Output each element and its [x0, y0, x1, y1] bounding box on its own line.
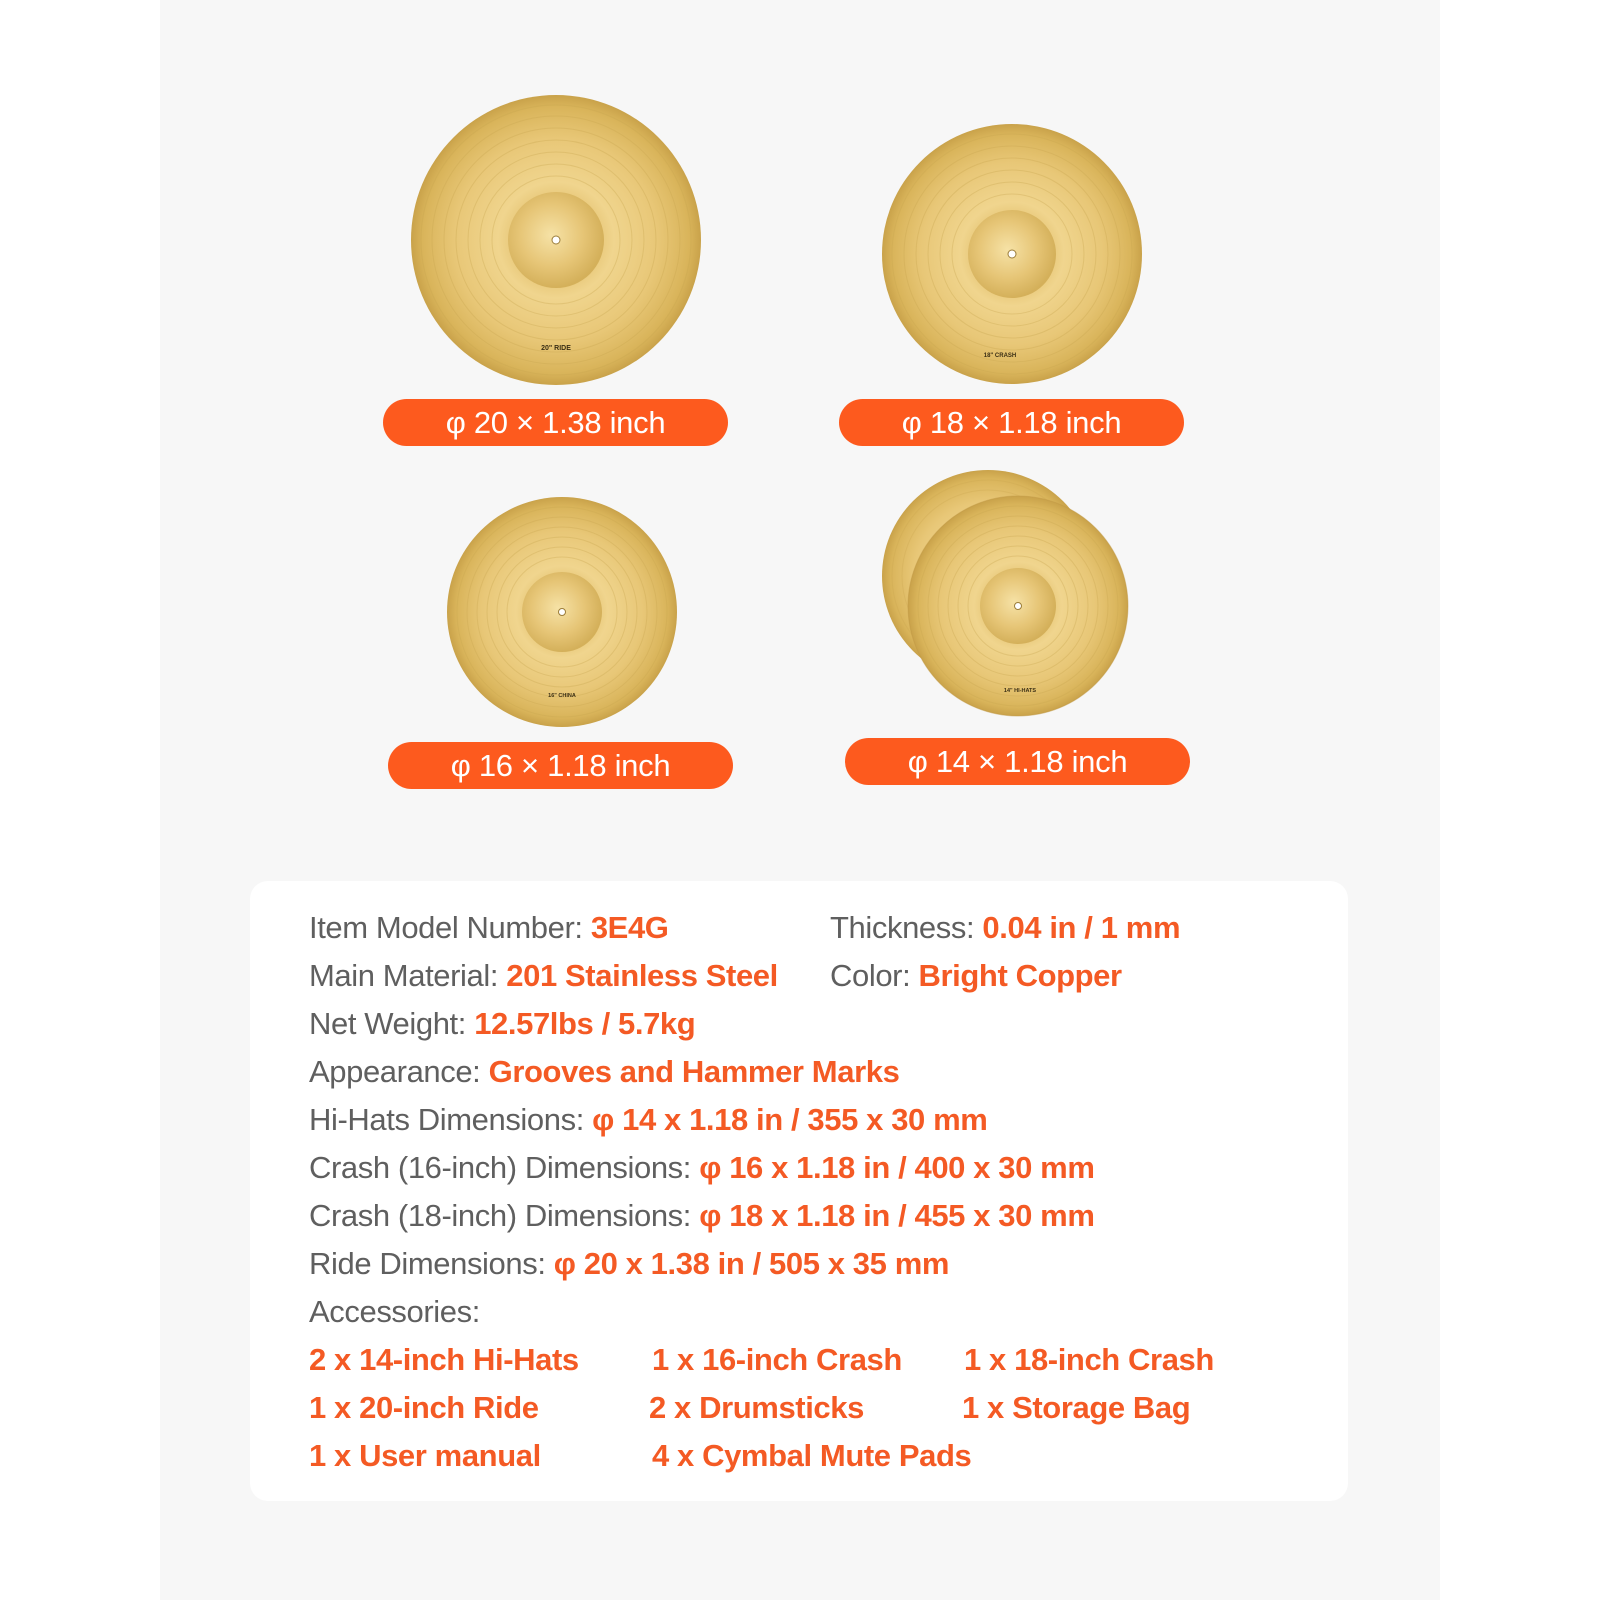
- spec-accessories: [309, 1292, 480, 1332]
- spec-model: [309, 908, 669, 948]
- spec-crash16-value: φ 16 x 1.18 in / 400 x 30 mm: [699, 1150, 1095, 1185]
- china-16-size-badge: φ 16 × 1.18 inch: [388, 742, 733, 789]
- spec-hihats-value: φ 14 x 1.18 in / 355 x 30 mm: [592, 1102, 988, 1137]
- crash-18-engraving: 18" CRASH: [983, 353, 1017, 359]
- spec-thickness: [830, 908, 1180, 948]
- spec-ride-value: φ 20 x 1.38 in / 505 x 35 mm: [553, 1246, 950, 1281]
- spec-hihats: [309, 1100, 987, 1140]
- hi-hats-size-badge: φ 14 × 1.18 inch: [845, 738, 1190, 785]
- hi-hats-engraving: 14" HI-HATS: [1003, 688, 1037, 694]
- spec-material: [309, 956, 778, 996]
- hi-hats-cymbal-image: [880, 468, 1136, 724]
- spec-thickness-value: 0.04 in / 1 mm: [982, 910, 1181, 945]
- spec-crash18-label: Crash (18-inch) Dimensions:: [309, 1198, 691, 1233]
- spec-weight: [309, 1004, 695, 1044]
- ride-engraving: 20" RIDE: [541, 345, 571, 352]
- spec-crash18: [309, 1196, 1095, 1236]
- spec-ride-label: Ride Dimensions:: [309, 1246, 546, 1281]
- accessory-item: 2 x 14-inch Hi-Hats: [309, 1342, 579, 1377]
- accessory-item: 1 x 18-inch Crash: [964, 1342, 1214, 1377]
- spec-weight-label: Net Weight:: [309, 1006, 466, 1041]
- spec-accessories-label: Accessories:: [309, 1294, 480, 1329]
- spec-thickness-label: Thickness:: [830, 910, 975, 945]
- spec-appearance-label: Appearance:: [309, 1054, 481, 1089]
- accessory-item: 4 x Cymbal Mute Pads: [652, 1438, 972, 1473]
- ride-size-badge: φ 20 × 1.38 inch: [383, 399, 728, 446]
- spec-model-label: Item Model Number:: [309, 910, 583, 945]
- spec-color: [830, 956, 1122, 996]
- crash-18-cymbal-image: [881, 123, 1143, 385]
- crash-18-size-badge: φ 18 × 1.18 inch: [839, 399, 1184, 446]
- spec-material-label: Main Material:: [309, 958, 499, 993]
- china-16-engraving: 16" CHINA: [548, 693, 576, 699]
- accessory-item: 1 x Storage Bag: [962, 1390, 1191, 1425]
- accessory-item: 2 x Drumsticks: [649, 1390, 864, 1425]
- accessory-item: 1 x 20-inch Ride: [309, 1390, 539, 1425]
- spec-hihats-label: Hi-Hats Dimensions:: [309, 1102, 584, 1137]
- spec-color-value: Bright Copper: [918, 958, 1122, 993]
- accessory-item: 1 x User manual: [309, 1438, 541, 1473]
- spec-model-value: 3E4G: [590, 910, 669, 945]
- spec-crash16-label: Crash (16-inch) Dimensions:: [309, 1150, 691, 1185]
- spec-appearance: [309, 1052, 899, 1092]
- accessory-item: 1 x 16-inch Crash: [652, 1342, 902, 1377]
- spec-color-label: Color:: [830, 958, 911, 993]
- spec-ride: [309, 1244, 949, 1284]
- spec-crash16: [309, 1148, 1095, 1188]
- spec-crash18-value: φ 18 x 1.18 in / 455 x 30 mm: [699, 1198, 1095, 1233]
- spec-weight-value: 12.57lbs / 5.7kg: [474, 1006, 696, 1041]
- china-16-cymbal-image: [446, 496, 678, 728]
- spec-appearance-value: Grooves and Hammer Marks: [488, 1054, 900, 1089]
- spec-material-value: 201 Stainless Steel: [506, 958, 778, 993]
- ride-cymbal-image: [410, 94, 702, 386]
